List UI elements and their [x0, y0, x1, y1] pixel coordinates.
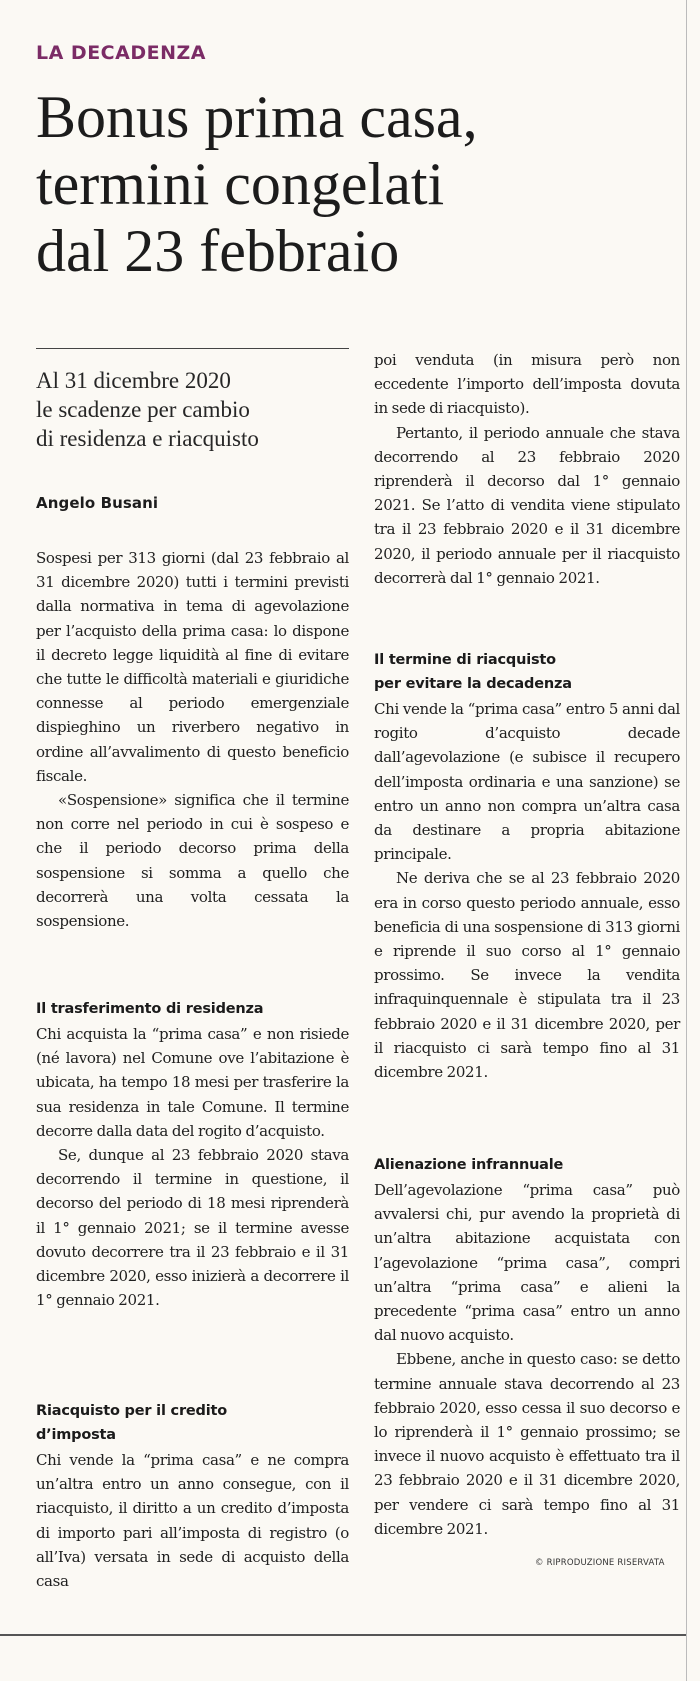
headline-line-1: Bonus prima casa,: [36, 84, 478, 150]
left-paragraph-1: Sospesi per 313 giorni (dal 23 febbraio al 31 dicembre 2020) tutti i termini previsti dalla normativa in tema di agevolazione per l’acquisto della prima casa: lo dispone il decreto legge liquidità al fine di evitare che tutte le difficoltà materiali e giuridiche connesse al periodo emergenziale dispieghino un riverbero negativo in ordine all’avvalimento di questo beneficio fiscale.: [36, 549, 349, 785]
subheadline-line-1: Al 31 dicembre 2020: [36, 368, 231, 393]
right-decadenza-block: [374, 697, 680, 1084]
section-title-residenza: Il trasferimento di residenza: [36, 1001, 264, 1017]
right-paragraph-4: Ne deriva che se al 23 febbraio 2020 era in corso questo periodo annuale, esso beneficia di una sospensione di 313 giorni e riprende il suo corso al 1° gennaio prossimo. Se invece la vendita infraquinquennale è stipulata tra il 23 febbraio 2020 e il 31 dicembre 2020, per il riacquisto ci sarà tempo fino al 31 dicembre 2021.: [374, 869, 680, 1082]
article-subheadline: [36, 366, 349, 453]
left-paragraph-5: Chi vende la “prima casa” e ne compra un’altra entro un anno consegue, con il riacquisto, il diritto a un credito d’imposta di importo pari all’imposta di registro (o all’Iva) versata in sede di acquisto della casa: [36, 1451, 349, 1591]
left-paragraph-4: Se, dunque al 23 febbraio 2020 stava decorrendo il termine in questione, il decorso del periodo di 18 mesi riprenderà il 1° gennaio 2021; se il termine avesse dovuto decorrere tra il 23 febbraio e il 31 dicembre 2020, esso inizierà a decorrere il 1° gennaio 2021.: [36, 1146, 349, 1310]
section-title-riacquisto-credito-line-2: d’imposta: [36, 1427, 116, 1443]
subheadline-rule: [36, 348, 349, 349]
section-title-termine-riacquisto-line-1: Il termine di riacquisto: [374, 652, 556, 668]
left-paragraph-2: «Sospensione» significa che il termine non corre nel periodo in cui è sospeso e che il periodo decorso prima della sospensione si somma a quello che decorrerà una volta cessata la sospensione.: [36, 791, 349, 931]
headline-line-2: termini congelati: [36, 151, 445, 217]
copyright-notice: © RIPRODUZIONE RISERVATA: [535, 1558, 665, 1568]
right-alienazione-block: [374, 1178, 680, 1541]
right-paragraph-1: poi venduta (in misura però non eccedente l’importo dell’imposta dovuta in sede di riacquisto).: [374, 351, 680, 418]
left-credito-block: [36, 1448, 349, 1593]
section-kicker: LA DECADENZA: [36, 42, 206, 64]
section-title-riacquisto-credito-line-1: Riacquisto per il credito: [36, 1403, 227, 1419]
subheadline-line-3: di residenza e riacquisto: [36, 426, 259, 451]
right-paragraph-5: Dell’agevolazione “prima casa” può avvalersi chi, pur avendo la proprietà di un’altra abitazione acquistata con l’agevolazione “prima casa”, compri un’altra “prima casa” e alieni la precedente “prima casa” entro un anno dal nuovo acquisto.: [374, 1181, 680, 1345]
left-residenza-block: [36, 1022, 349, 1312]
headline-line-3: dal 23 febbraio: [36, 218, 400, 284]
subheadline-line-2: le scadenze per cambio: [36, 397, 250, 422]
right-paragraph-2: Pertanto, il periodo annuale che stava decorrendo al 23 febbraio 2020 riprenderà il decorso dal 1° gennaio 2021. Se l’atto di vendita viene stipulato tra il 23 febbraio 2020 e il 31 dicembre 2020, il periodo annuale per il riacquisto decorrerà dal 1° gennaio 2021.: [374, 423, 680, 587]
page-edge: [686, 0, 687, 1681]
bottom-rule: [0, 1634, 686, 1636]
section-title-alienazione: Alienazione infrannuale: [374, 1157, 564, 1173]
right-intro-block: [374, 348, 680, 590]
left-paragraph-3: Chi acquista la “prima casa” e non risiede (né lavora) nel Comune ove l’abitazione è ubicata, ha tempo 18 mesi per trasferire la sua residenza in tale Comune. Il termine decorre dalla data del rogito d’acquisto.: [36, 1025, 349, 1140]
section-title-riacquisto-credito: [36, 1399, 349, 1447]
section-title-termine-riacquisto: [374, 648, 680, 696]
right-paragraph-6: Ebbene, anche in questo caso: se detto termine annuale stava decorrendo al 23 febbraio 2020, esso cessa il suo decorso e lo riprenderà il 1° gennaio prossimo; se invece il nuovo acquisto è effettuato tra il 23 febbraio 2020 e il 31 dicembre 2020, per vendere ci sarà tempo fino al 31 dicembre 2021.: [374, 1350, 680, 1538]
author-byline: Angelo Busani: [36, 494, 159, 512]
right-paragraph-3: Chi vende la “prima casa” entro 5 anni dal rogito d’acquisto decade dall’agevolazione (e subisce il recupero dell’imposta ordinaria e una sanzione) se entro un anno non compra un’altra casa da destinare a propria abitazione principale.: [374, 700, 680, 864]
article-headline: [36, 84, 676, 285]
left-intro-block: [36, 546, 349, 933]
section-title-termine-riacquisto-line-2: per evitare la decadenza: [374, 676, 572, 692]
